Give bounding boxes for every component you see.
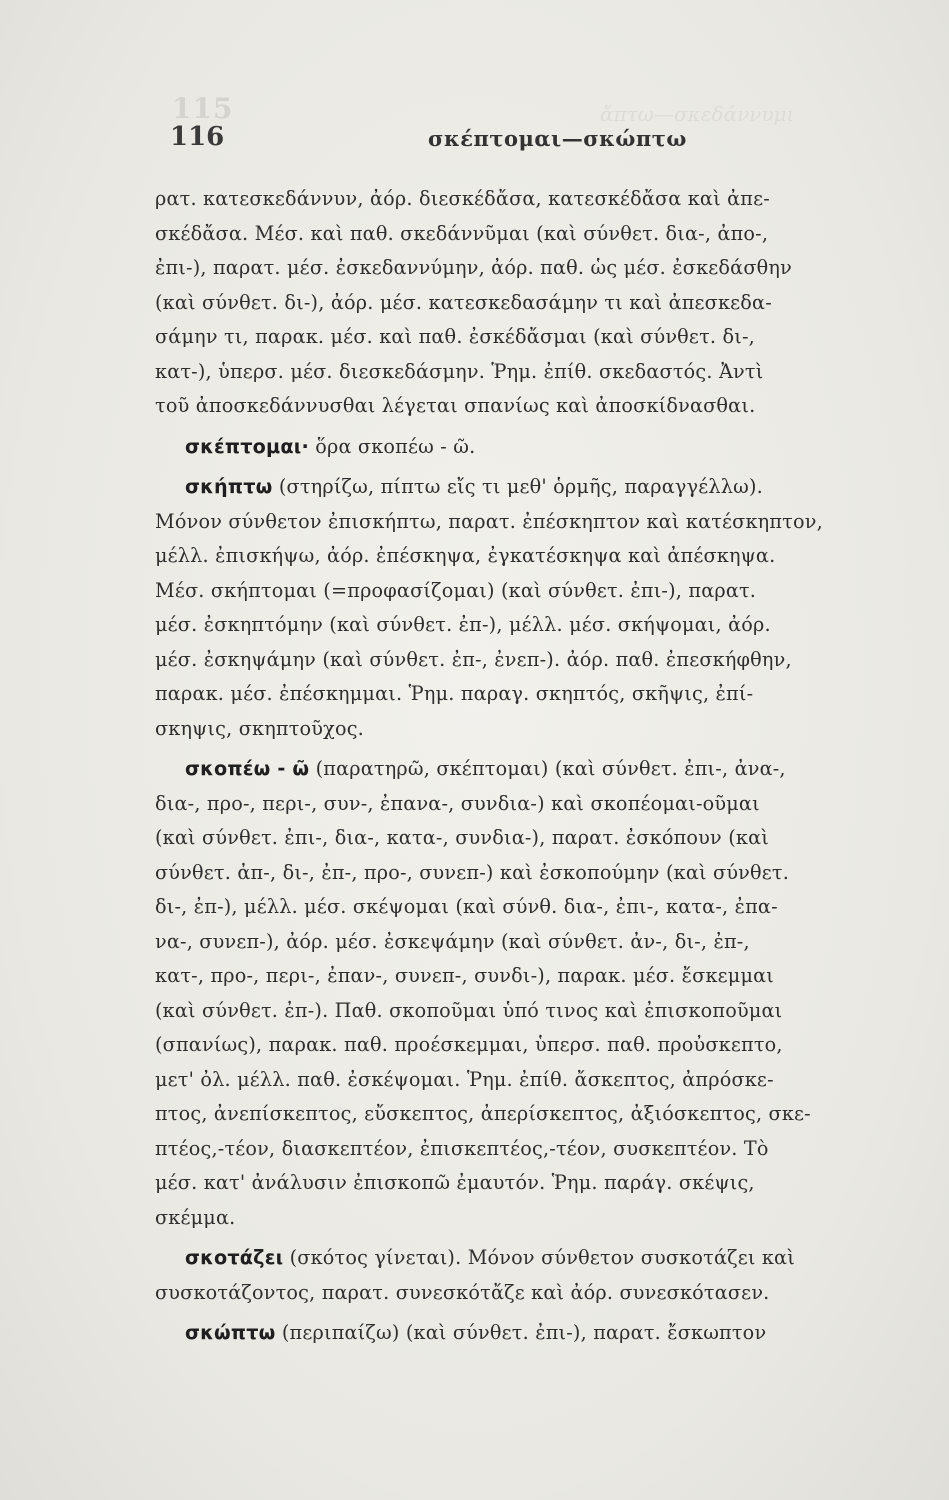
headword: σκοτάζει: [185, 1246, 284, 1269]
line-text: ὅρα σκοπέω - ῶ.: [308, 434, 476, 458]
text-line: [155, 608, 885, 643]
line-text: συσκοτάζοντος, παρατ. συνεσκότἄζε καὶ ἀόρ. συνεσκότασεν.: [155, 1280, 770, 1304]
running-head: [170, 122, 878, 156]
line-text: (καὶ σύνθετ. δι-), ἀόρ. μέσ. κατεσκεδασάμην τι καὶ ἀπεσκεδα-: [155, 290, 772, 314]
line-text: (παρατηρῶ, σκέπτομαι) (καὶ σύνθετ. ἐπι-, ἀνα-,: [309, 757, 786, 780]
text-line: [155, 787, 885, 822]
line-text: (περιπαίζω) (καὶ σύνθετ. ἐπι-), παρατ. ἔσκωπτον: [275, 1321, 767, 1344]
text-line: [155, 355, 885, 390]
page-number: 116: [170, 122, 225, 152]
text-line: [155, 1063, 885, 1098]
text-line: [155, 856, 885, 891]
line-text: (καὶ σύνθετ. ἐπ-). Παθ. σκοποῦμαι ὑπό τινος καὶ ἐπισκοποῦμαι: [155, 998, 783, 1022]
dictionary-entry: [155, 182, 885, 424]
headword: σκώπτω: [185, 1321, 276, 1344]
text-line: [155, 1276, 885, 1311]
headword: σκέπτομαι·: [185, 434, 309, 458]
text-line: [155, 1097, 885, 1132]
dictionary-entry: [155, 430, 885, 465]
bleed-through-header: ἄπτω—σκεδάννυμι: [600, 102, 795, 126]
line-text: μέλλ. ἐπισκήψω, ἀόρ. ἐπέσκηψα, ἐγκατέσκηψα καὶ ἀπέσκηψα.: [155, 544, 776, 567]
line-text: Μέσ. σκήπτομαι (=προφασίζομαι) (καὶ σύνθετ. ἐπι-), παρατ.: [155, 578, 757, 602]
text-line: [155, 430, 885, 465]
text-line: [155, 539, 885, 574]
text-line: [155, 925, 885, 960]
line-text: (σκότος γίνεται). Μόνον σύνθετον συσκοτάζει καὶ: [283, 1246, 795, 1269]
text-line: [155, 320, 885, 355]
text-line: [155, 752, 885, 787]
line-text: σάμην τι, παρακ. μέσ. καὶ παθ. ἐσκέδἄσμαι (καὶ σύνθετ. δι-,: [155, 325, 755, 348]
headword: σκοπέω - ῶ: [185, 757, 310, 780]
line-text: μέσ. ἐσκηψάμην (καὶ σύνθετ. ἐπ-, ἐνεπ-). ἀόρ. παθ. ἐπεσκήφθην,: [155, 647, 792, 671]
text-line: [155, 643, 885, 678]
text-line: [155, 1166, 885, 1201]
text-line: [155, 994, 885, 1029]
dictionary-entry: [155, 1316, 885, 1351]
line-text: παρακ. μέσ. ἐπέσκημμαι. Ῥημ. παραγ. σκηπτός, σκῆψις, ἐπί-: [155, 682, 754, 705]
text-line: [155, 389, 885, 424]
line-text: μέσ. κατ' ἀνάλυσιν ἐπισκοπῶ ἐμαυτόν. Ῥημ. παράγ. σκέψις,: [155, 1171, 755, 1194]
text-line: [155, 712, 885, 747]
text-line: [155, 959, 885, 994]
line-text: ρατ. κατεσκεδάννυν, ἀόρ. διεσκέδἄσα, κατεσκέδἄσα καὶ ἀπε-: [155, 187, 770, 210]
text-line: [155, 574, 885, 609]
line-text: τοῦ ἀποσκεδάννυσθαι λέγεται σπανίως καὶ ἀποσκίδνασθαι.: [155, 394, 756, 417]
text-line: [155, 821, 885, 856]
text-line: [155, 890, 885, 925]
text-line: [155, 182, 885, 217]
line-text: (καὶ σύνθετ. ἐπι-, δια-, κατα-, συνδια-), παρατ. ἐσκόπουν (καὶ: [155, 826, 769, 849]
line-text: δια-, προ-, περι-, συν-, ἐπανα-, συνδια-) καὶ σκοπέομαι-οῦμαι: [155, 791, 760, 815]
text-line: [155, 251, 885, 286]
text-line: [155, 217, 885, 252]
text-line: [155, 677, 885, 712]
line-text: (σπανίως), παρακ. παθ. προέσκεμμαι, ὑπερσ. παθ. προὐσκεπτο,: [155, 1033, 783, 1056]
dictionary-body: [155, 182, 885, 1351]
line-text: πτέος,-τέον, διασκεπτέον, ἐπισκεπτέος,-τέον, συσκεπτέον. Τὸ: [155, 1136, 769, 1160]
header-title: σκέπτομαι—σκώπτω: [428, 126, 687, 151]
text-line: [155, 1241, 885, 1276]
text-line: [155, 1028, 885, 1063]
line-text: κατ-, προ-, περι-, ἐπαν-, συνεπ-, συνδι-), παρακ. μέσ. ἔσκεμμαι: [155, 964, 774, 987]
text-line: [155, 1201, 885, 1236]
bleed-through-page-number: 115: [172, 92, 234, 125]
line-text: μετ' ὀλ. μέλλ. παθ. ἐσκέψομαι. Ῥημ. ἐπίθ. ἄσκεπτος, ἀπρόσκε-: [155, 1067, 774, 1091]
text-line: [155, 1132, 885, 1167]
line-text: σκέμμα.: [155, 1205, 236, 1229]
text-line: [155, 470, 885, 505]
line-text: σκέδἄσα. Μέσ. καὶ παθ. σκεδάννῦμαι (καὶ σύνθετ. δια-, ἀπο-,: [155, 221, 769, 245]
line-text: πτος, ἀνεπίσκεπτος, εὔσκεπτος, ἀπερίσκεπτος, ἀξιόσκεπτος, σκε-: [155, 1102, 811, 1125]
line-text: ἐπι-), παρατ. μέσ. ἐσκεδαννύμην, ἀόρ. παθ. ὡς μέσ. ἐσκεδάσθην: [155, 256, 792, 279]
line-text: σκηψις, σκηπτοῦχος.: [155, 716, 364, 740]
line-text: να-, συνεπ-), ἀόρ. μέσ. ἐσκεψάμην (καὶ σύνθετ. ἀν-, δι-, ἐπ-,: [155, 929, 750, 953]
line-text: (στηρίζω, πίπτω εἴς τι μεθ' ὁρμῆς, παραγγέλλω).: [272, 475, 763, 498]
text-line: [155, 1316, 885, 1351]
line-text: μέσ. ἐσκηπτόμην (καὶ σύνθετ. ἐπ-), μέλλ. μέσ. σκήψομαι, ἀόρ.: [155, 613, 771, 636]
text-line: [155, 286, 885, 321]
line-text: σύνθετ. ἀπ-, δι-, ἐπ-, προ-, συνεπ-) καὶ ἐσκοπούμην (καὶ σύνθετ.: [155, 860, 790, 884]
text-line: [155, 505, 885, 540]
dictionary-entry: [155, 752, 885, 1235]
line-text: δι-, ἐπ-), μέλλ. μέσ. σκέψομαι (καὶ σύνθ. δια-, ἐπι-, κατα-, ἐπα-: [155, 895, 778, 918]
dictionary-entry: [155, 470, 885, 746]
line-text: Μόνον σύνθετον ἐπισκήπτω, παρατ. ἐπέσκηπτον καὶ κατέσκηπτον,: [155, 509, 823, 533]
line-text: κατ-), ὑπερσ. μέσ. διεσκεδάσμην. Ῥημ. ἐπίθ. σκεδαστός. Ἀντὶ: [155, 359, 764, 383]
headword: σκήπτω: [185, 475, 273, 498]
dictionary-entry: [155, 1241, 885, 1310]
